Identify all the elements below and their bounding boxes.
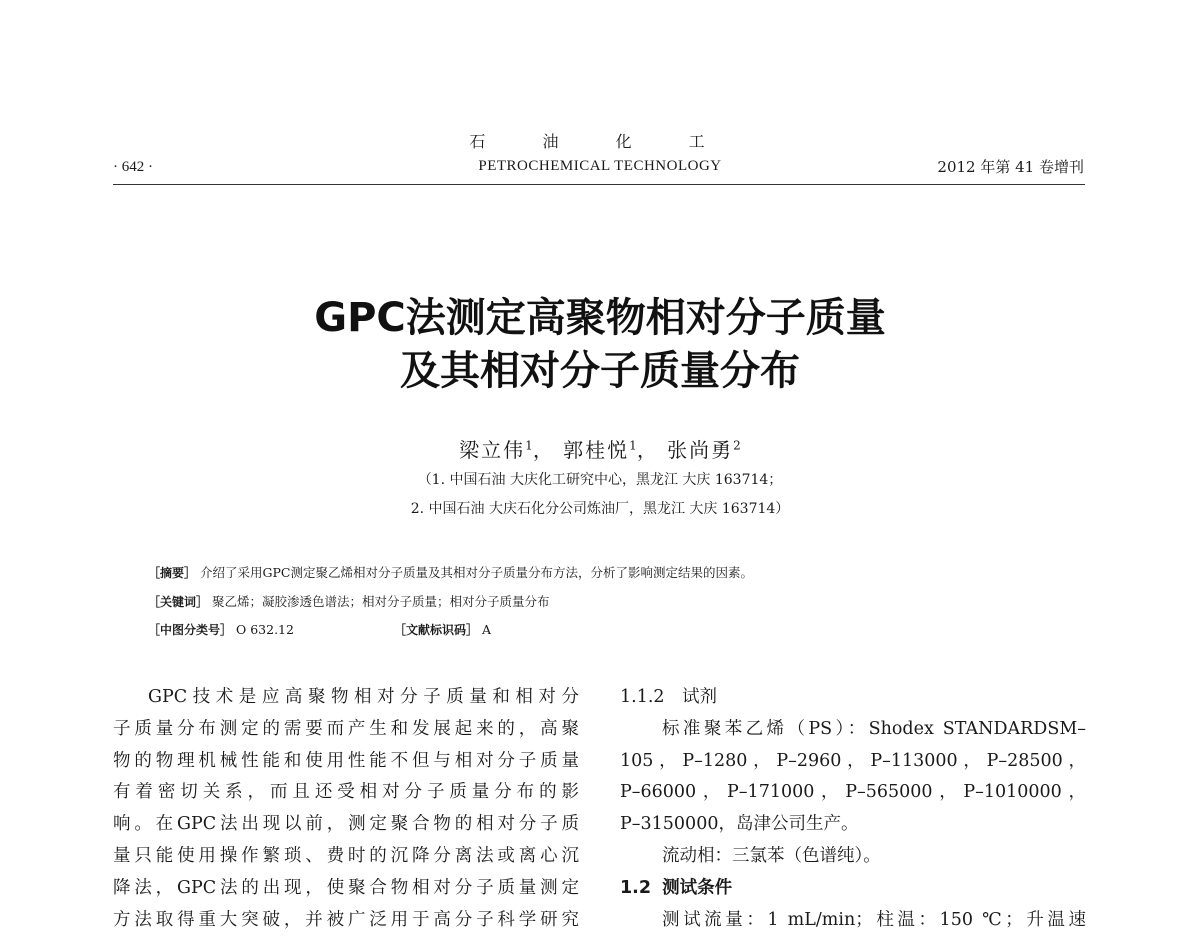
document-code — [394, 622, 491, 638]
body-line: P–3150000，岛津公司生产。 — [620, 814, 859, 835]
keywords-text: 聚乙烯；凝胶渗透色谱法；相对分子质量；相对分子质量分布 — [212, 594, 550, 609]
author-name: 张尚勇 — [667, 437, 734, 462]
author-list — [0, 432, 1200, 463]
classification-number — [148, 622, 294, 638]
author-name: 梁立伟 — [459, 437, 526, 462]
body-line: 子质量分布测定的需要而产生和发展起来的，高聚 — [113, 718, 579, 739]
body-line: 测试流量：1 mL/min；柱温：150 ℃；升温速 — [662, 909, 1086, 930]
paper-title-line1: GPC法测定高聚物相对分子质量 — [314, 295, 886, 341]
body-line: 降法，GPC法的出现，使聚合物相对分子质量测定 — [113, 877, 579, 898]
body-line: P–66000，P–171000，P–565000，P–1010000， — [620, 782, 1086, 803]
page-number: · 642 · — [113, 159, 153, 175]
body-line: 方法取得重大突破，并被广泛用于高分子科学研究 — [113, 909, 579, 930]
paper-title-line2: 及其相对分子质量分布 — [400, 348, 800, 394]
classification-value: O 632.12 — [236, 622, 294, 637]
section-number: 1.2 — [620, 877, 652, 898]
section-heading-1-2 — [620, 873, 1086, 905]
journal-name-en: PETROCHEMICAL TECHNOLOGY — [478, 158, 722, 174]
author-1 — [459, 438, 555, 462]
body-line: 105，P–1280，P–2960，P–113000，P–28500， — [620, 750, 1086, 771]
author-affil-mark: 1 — [525, 438, 533, 452]
classification-label: ［中图分类号］ — [148, 623, 233, 637]
author-3 — [667, 438, 741, 462]
document-code-value: A — [482, 622, 492, 637]
keywords-label: ［关键词］ — [148, 595, 209, 609]
abstract-label: ［摘要］ — [148, 566, 197, 580]
author-affil-mark: 1 — [629, 438, 637, 452]
author-name: 郭桂悦 — [563, 437, 630, 462]
body-line: 有着密切关系，而且还受相对分子质量分布的影 — [113, 782, 579, 803]
issue-info: 2012 年第 41 卷增刊 — [937, 158, 1084, 176]
body-line: 物的物理机械性能和使用性能不但与相对分子质量 — [113, 750, 579, 771]
affiliation-1: （1. 中国石油 大庆化工研究中心，黑龙江 大庆 163714； — [417, 472, 783, 488]
section-heading-1-1-2: 1.1.2 试剂 — [620, 687, 718, 707]
section-title: 测试条件 — [662, 877, 733, 898]
body-line: GPC技术是应高聚物相对分子质量和相对分 — [148, 687, 579, 707]
author-separator: ， — [636, 437, 659, 462]
affiliation-2: 2. 中国石油 大庆石化分公司炼油厂，黑龙江 大庆 163714） — [410, 501, 790, 517]
document-code-label: ［文献标识码］ — [394, 623, 479, 637]
author-affil-mark: 2 — [733, 438, 741, 452]
body-line: 标准聚苯乙烯（PS）：Shodex STANDARDSM– — [662, 718, 1086, 739]
abstract-text: 介绍了采用GPC测定聚乙烯相对分子质量及其相对分子质量分布方法，分析了影响测定结果的因素。 — [200, 565, 753, 580]
author-separator: ， — [532, 437, 555, 462]
header-rule — [113, 184, 1085, 185]
journal-name-cn: 石 油 化 工 — [469, 132, 731, 151]
author-2 — [563, 438, 659, 462]
body-line: 量只能使用操作繁琐、费时的沉降分离法或离心沉 — [113, 845, 579, 866]
body-line: 流动相：三氯苯（色谱纯）。 — [662, 845, 881, 866]
body-column-right — [620, 682, 1086, 936]
body-line: 响。在GPC法出现以前，测定聚合物的相对分子质 — [113, 814, 579, 835]
body-column-left — [113, 682, 579, 936]
keywords — [148, 594, 550, 610]
abstract — [148, 565, 753, 581]
